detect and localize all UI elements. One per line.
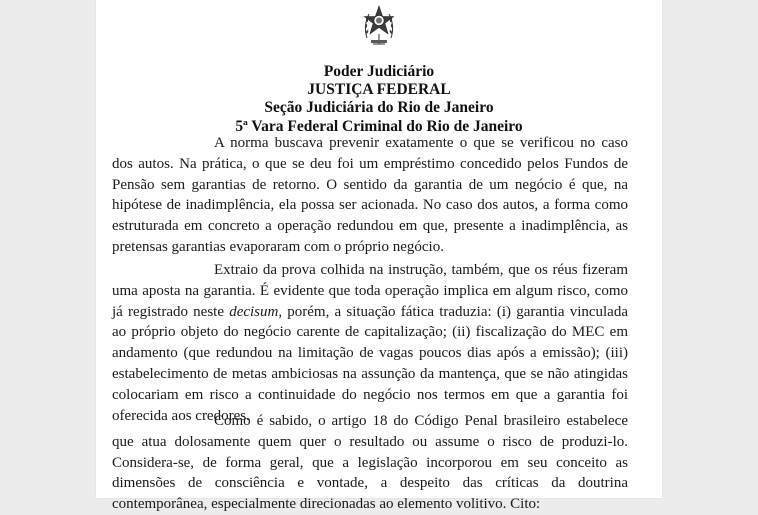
header-line-justica-federal: JUSTIÇA FEDERAL: [307, 81, 451, 99]
paragraph-2-text-start: Extraio da prova colhida na instrução, também, que os réus fizeram uma aposta na garantia. É evidente que toda operação implica em algum risco, como já registrado neste: [112, 262, 628, 320]
brasao-republica-icon: [361, 4, 397, 48]
document-page: [96, 0, 662, 513]
paragraph-2-decisum: decisum: [229, 303, 279, 320]
header-line-vara-federal: 5ª Vara Federal Criminal do Rio de Janeiro: [235, 117, 523, 135]
paragraph-1: A norma buscava prevenir exatamente o que se verificou no caso dos autos. Na prática, o que se deu foi um empréstimo concedido pelos Fundos de Pensão sem garantias de retorno. O sentido da garantia de um negócio é que, na hipótese de inadimplência, ela possa ser acionada. No caso dos autos, a forma como estruturada em concreto a operação redundou em que, presente a inadimplência, as pretensas garantias evaporaram com o próprio negócio.: [112, 135, 628, 255]
court-header: [96, 63, 662, 136]
paragraph-3: Como é sabido, o artigo 18 do Código Penal brasileiro estabelece que atua dolosamente quem quer o resultado ou assume o risco de produzi-lo. Considera-se, de forma geral, que a legislação incorporou em seu conceito as dimensões de consciência e vontade, a despeito das críticas da doutrina contemporânea, especialmente direcionadas ao elemento volitivo. Cito:: [112, 413, 628, 513]
header-line-secao-judiciaria: Seção Judiciária do Rio de Janeiro: [264, 99, 494, 117]
paragraph-2: [112, 260, 628, 426]
header-line-poder-judiciario: Poder Judiciário: [323, 63, 435, 80]
paragraph-2-text-end: , porém, a situação fática traduzia: (i) garantia vinculada ao próprio objeto do negócio carente de capitalização; (ii) fiscalização do MEC em andamento (que redundou na limitação de vagas poucos dias após a emissão); (iii) estabelecimento de metas ambiciosas na assunção da mantença, que se não atingidas colocariam em risco a continuidade do negócio nos termos em que a garantia foi oferecida aos credores.: [112, 303, 628, 424]
